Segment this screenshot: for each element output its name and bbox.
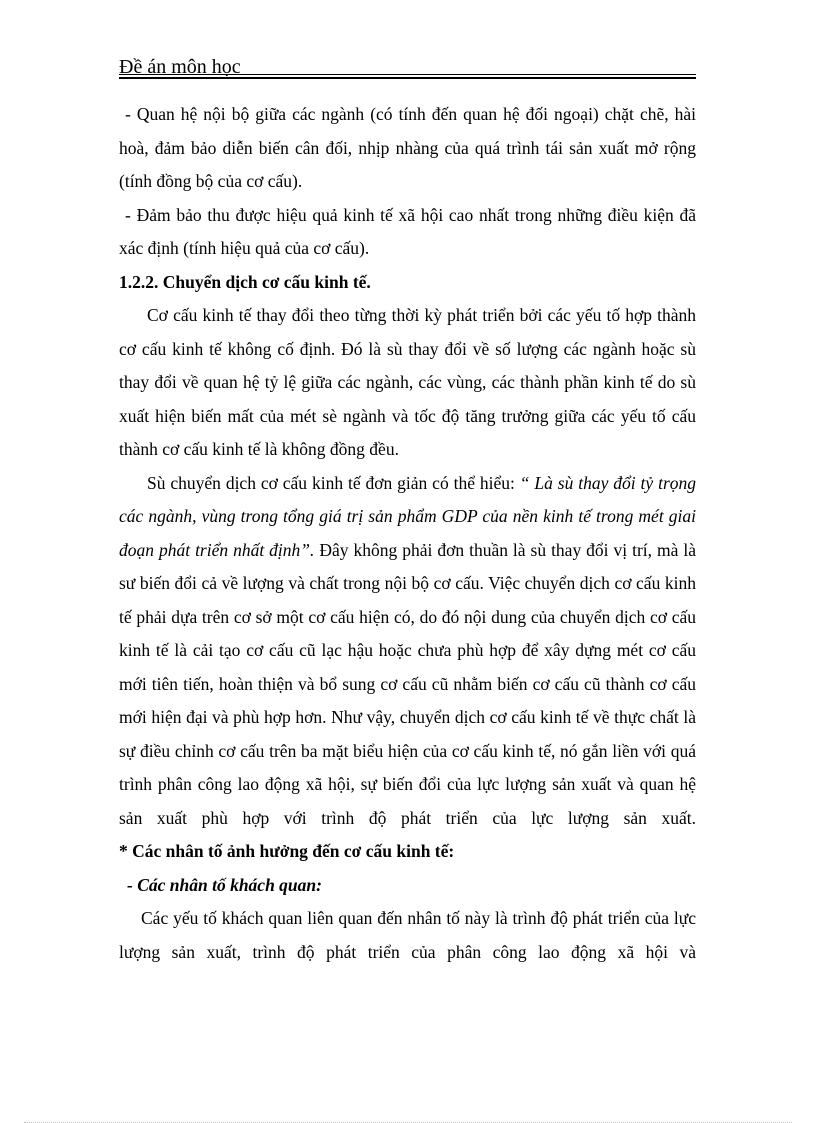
section-heading: 1.2.2. Chuyển dịch cơ cấu kinh tế. — [119, 271, 371, 292]
paragraph-objective-factors: Các yếu tố khách quan liên quan đến nhân tố này là trình độ phát triển của lực lượng sản xuất, trình độ phát triển của phân công lao động xã hội và — [119, 908, 696, 962]
factors-heading: * Các nhân tố ảnh hưởng đến cơ cấu kinh tế: — [119, 841, 455, 861]
paragraph-definition — [119, 467, 696, 836]
header-rule — [119, 74, 696, 79]
bullet-paragraph-2: - Đảm bảo thu được hiệu quả kinh tế xã hội cao nhất trong những điều kiện đã xác định (tính hiệu quả của cơ cấu). — [119, 204, 696, 258]
page-header-title: Đề án môn học — [119, 56, 241, 78]
definition-lead: Sù chuyển dịch cơ cấu kinh tế đơn giản có thể hiểu: — [147, 472, 520, 493]
objective-factors-heading: - Các nhân tố khách quan: — [127, 874, 322, 895]
paragraph-structure-change: Cơ cấu kinh tế thay đổi theo từng thời kỳ phát triển bởi các yếu tố hợp thành cơ cấu kinh tế không cố định. Đó là sù thay đổi về số lượng các ngành hoặc sù thay đổi về quan hệ tỷ lệ giữa các ngành, các vùng, các thành phần kinh tế do sù xuất hiện biến mất của mét sè ngành và tốc độ tăng trưởng giữa các yếu tố cấu thành cơ cấu kinh tế là không đồng đều. — [119, 305, 696, 459]
bullet-paragraph-1: - Quan hệ nội bộ giữa các ngành (có tính đến quan hệ đối ngoại) chặt chẽ, hài hoà, đảm bảo diễn biến cân đối, nhịp nhàng của quá trình tái sản xuất mở rộng (tính đồng bộ của cơ cấu). — [119, 104, 696, 191]
definition-quote: “ Là sù thay đổi tỷ trọng các ngành, vùng trong tổng giá trị sản phẩm GDP của nền kinh tế trong mét giai đoạn phát triển nhất định”. — [119, 472, 697, 560]
document-body — [119, 98, 696, 969]
definition-rest: Đây không phải đơn thuần là sù thay đổi vị trí, mà là sư biến đổi cả về lượng và chất trong nội bộ cơ cấu. Việc chuyển dịch cơ cấu kinh tế phải dựa trên cơ sở một cơ cấu hiện có, do đó nội dung của chuyển dịch cơ cấu kinh tế là cải tạo cơ cấu cũ lạc hậu hoặc chưa phù hợp để xây dựng mét cơ cấu mới tiên tiến, hoàn thiện và bổ sung cơ cấu cũ nhằm biến cơ cấu cũ thành cơ cấu mới hiện đại và phù hợp hơn. Như vậy, chuyển dịch cơ cấu kinh tế về thực chất là sự điều chỉnh cơ cấu trên ba mặt biểu hiện của cơ cấu kinh tế, nó gắn liền với quá trình phân công lao động xã hội, sự biến đổi của lực lượng sản xuất và quan hệ sản xuất phù hợp với trình độ phát triển của lực lượng sản xuất. — [119, 539, 696, 828]
